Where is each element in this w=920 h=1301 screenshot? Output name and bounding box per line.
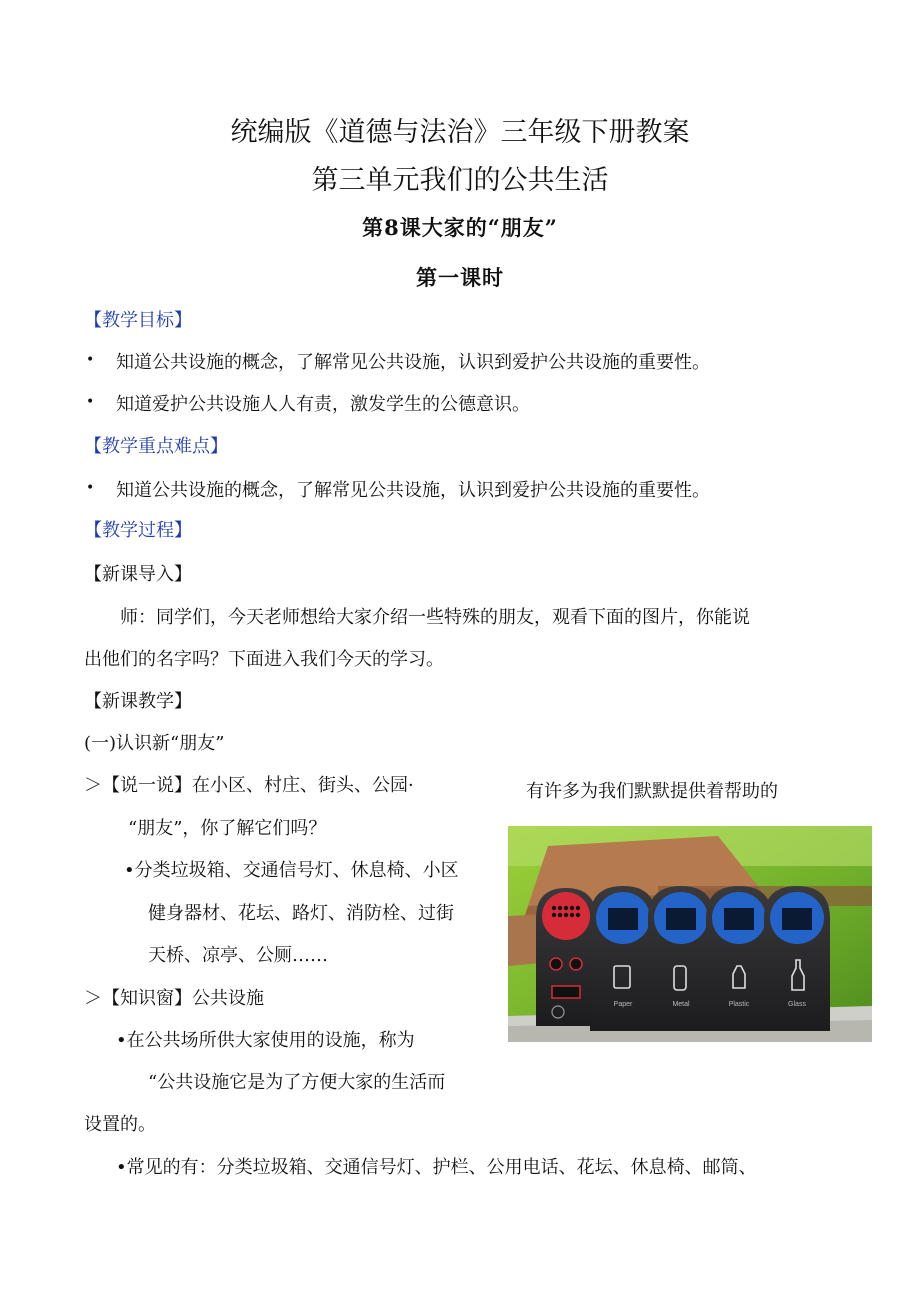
bullet-icon: • — [86, 480, 95, 496]
goal-item: 知道爱护公共设施人人有责，激发学生的公德意识。 — [116, 394, 530, 415]
bin-label: Metal — [672, 1001, 690, 1008]
lesson-title: 第8课大家的“朋友” — [362, 215, 558, 240]
keypoints-heading: 【教学重点难点】 — [84, 436, 228, 457]
facility-list-line3: 天桥、凉亭、公厕…… — [148, 945, 328, 966]
bin-label: Paper — [613, 1001, 633, 1008]
goal-item: 知道公共设施的概念，了解常见公共设施，认识到爱护公共设施的重要性。 — [116, 352, 710, 373]
teach-heading: 【新课教学】 — [84, 691, 192, 712]
definition-line1: •在公共场所供大家使用的设施，称为 — [116, 1030, 415, 1051]
bullet-icon: • — [86, 352, 95, 368]
bin-label: Plastic — [728, 1001, 750, 1008]
doc-title: 统编版《道德与法治》三年级下册教案 — [230, 117, 690, 148]
period-title: 第一课时 — [416, 265, 504, 290]
section-heading: (一)认识新“朋友” — [84, 733, 225, 754]
definition-line2: “公共设施它是为了方便大家的生活而 — [148, 1072, 446, 1093]
unit-title: 第三单元我们的公共生活 — [311, 165, 609, 196]
bin-label: Glass — [788, 1001, 806, 1008]
keypoint-item: 知道公共设施的概念，了解常见公共设施，认识到爱护公共设施的重要性。 — [116, 480, 710, 501]
common-facilities-line: •常见的有：分类垃圾箱、交通信号灯、护栏、公用电话、花坛、休息椅、邮筒、 — [116, 1157, 757, 1178]
process-heading: 【教学过程】 — [84, 520, 192, 541]
goals-heading: 【教学目标】 — [84, 310, 192, 331]
recycling-bin-icon — [536, 886, 830, 1031]
figure-caption: 有许多为我们默默提供着帮助的 — [526, 781, 778, 802]
say-line1: ＞【说一说】在小区、村庄、街头、公园· — [84, 775, 414, 796]
knowledge-heading: ＞【知识窗】公共设施 — [84, 988, 264, 1009]
facility-list-line2: 健身器材、花坛、路灯、消防栓、过街 — [148, 903, 454, 924]
say-line2: “朋友”，你了解它们吗？ — [128, 818, 327, 839]
intro-paragraph-line2: 出他们的名字吗？下面进入我们今天的学习。 — [84, 649, 444, 670]
facility-list-line1: •分类垃圾箱、交通信号灯、休息椅、小区 — [124, 860, 459, 881]
bullet-icon: • — [86, 394, 95, 410]
recycling-bins-photo — [508, 826, 872, 1042]
intro-heading: 【新课导入】 — [84, 564, 192, 585]
definition-line3: 设置的。 — [84, 1114, 156, 1135]
intro-paragraph-line1: 师：同学们，今天老师想给大家介绍一些特殊的朋友，观看下面的图片，你能说 — [120, 607, 750, 628]
